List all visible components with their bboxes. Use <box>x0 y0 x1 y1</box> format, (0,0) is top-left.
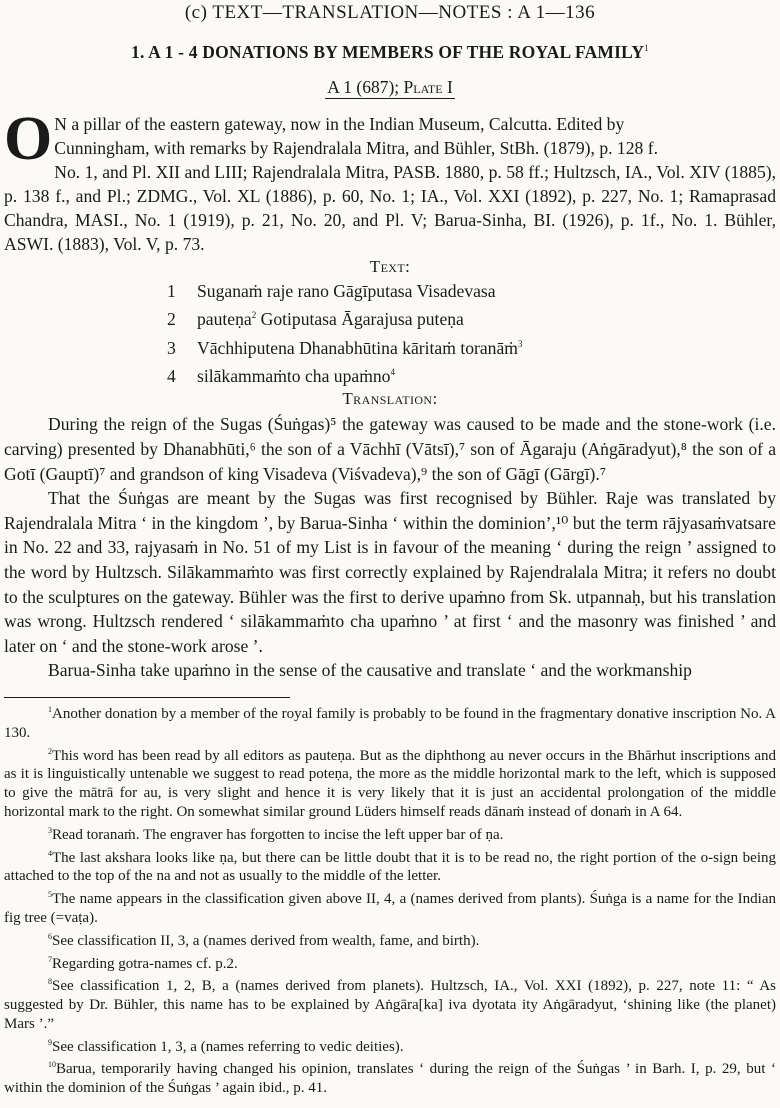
footnote-text: See classification 1, 2, B, a (names derived from planets). Hultzsch, IA., Vol. XXI (1892), p. 227, note 11: “ As suggested by Dr. Bühler, this name has to be explained by Aṅgāra[ka] iva dyotata ity Aṅgāradyut, ‘shining like (the planet) Mars ’.” <box>4 978 776 1032</box>
line-text: silākammaṁto cha upaṁno <box>197 365 391 386</box>
footnote <box>4 973 776 1033</box>
footnote <box>4 701 776 743</box>
footnote <box>4 1034 776 1057</box>
footnote-ref[interactable]: 4 <box>390 367 395 378</box>
footnote <box>4 822 776 845</box>
line-number: 4 <box>167 365 176 386</box>
footnote-text: See classification 1, 3, a (names referring to vedic deities). <box>52 1038 404 1055</box>
footnote-text: Another donation by a member of the royal family is probably to be found in the fragmentary donative inscription No. A 130. <box>4 705 776 741</box>
translation-paragraph: During the reign of the Sugas (Śuṅgas)⁵ the gateway was caused to be made and the stone-work (i.e. carving) presented by Dhanabhūti,⁶ the son of a Vāchhī (Vātsī),⁷ son of Āgaraju (Aṅgāradyut),⁸ the son of a Gotī (Gauptī)⁷ and grandson of king Visadeva (Viśvadeva),⁹ the son of Gāgī (Gārgī).⁷ <box>4 414 776 484</box>
line-number: 2 <box>167 309 176 330</box>
text-line <box>167 279 776 304</box>
footnotes <box>4 701 776 1098</box>
footnote-text: See classification II, 3, a (names derived from wealth, fame, and birth). <box>52 932 480 949</box>
intro-line-1: N a pillar of the eastern gateway, now in the Indian Museum, Calcutta. Edited by <box>54 113 625 134</box>
chapter-footnote-ref[interactable]: 1 <box>644 43 649 53</box>
plate-heading-text: A 1 (687); Plate I <box>327 76 453 97</box>
chapter-title-text: 1. A 1 - 4 DONATIONS BY MEMBERS OF THE ROYAL FAMILY <box>131 41 645 62</box>
footnote-number: 1 <box>48 704 52 714</box>
footnote-text: Barua, temporarily having changed his opinion, translates ‘ during the reign of the Śuṅgas ’ in Barh. I, p. 29, but ‘ within the dominion of the Śuṅgas ’ again ibid., p. 41. <box>4 1061 776 1097</box>
footnote-number: 5 <box>48 890 52 900</box>
footnote-text: The name appears in the classification given above II, 4, a (names derived from plants). Śuṅga is a name for the Indian fig tree (=vaṭa). <box>4 891 776 926</box>
section-title: (c) TEXT—TRANSLATION—NOTES : A 1—136 <box>184 2 596 23</box>
intro-line-2: Cunningham, with remarks by Rajendralala Mitra, and Bühler, StBh. (1879), p. 128 f. <box>54 137 658 158</box>
line-number: 1 <box>167 280 176 301</box>
line-text-cont: Gotiputasa Āgarajusa puteṇa <box>256 309 464 330</box>
text-line <box>167 360 776 388</box>
footnote-number: 3 <box>48 825 52 835</box>
text-heading: Text: <box>369 256 411 276</box>
commentary-paragraph: That the Śuṅgas are meant by the Sugas was first recognised by Bühler. Raje was translated by Rajendralala Mitra ‘ in the kingdom ’, by Barua-Sinha ‘ within the dominion’,¹⁰ but the term rājyasaṁvatsare in No. 22 and 33, rajyasaṁ in No. 51 of my List is in favour of the meaning ‘ during the reign ’ assigned to the word by Hultzsch. Silākammaṁto was first correctly explained by Rajendralala Mitra; it refers no doubt to the sculptures on the gateway. Bühler was the first to derive upaṁno from Sk. utpannaḥ, but his translation was wrong. Hultzsch rendered ‘ silākammaṁto cha upaṁno ’ at first ‘ and the masonry was finished ’ and later on ‘ and the stone-work arose ’. <box>4 488 776 656</box>
footnote-text: Regarding gotra-names cf. p.2. <box>52 955 238 972</box>
intro-rest: No. 1, and Pl. XII and LIII; Rajendralala Mitra, PASB. 1880, p. 58 ff.; Hultzsch, IA., Vol. XIV (1885), p. 138 f., and Pl.; ZDMG., Vol. XL (1886), p. 60, No. 1; IA., Vol. XXI (1892), p. 227, No. 1; Ramaprasad Chandra, MASI., No. 1 (1919), p. 21, No. 20, and Pl. V; Barua-Sinha, BI. (1926), p. 1f., No. 1. Bühler, ASWI. (1883), Vol. V, p. 73. <box>4 161 776 254</box>
footnote-number: 8 <box>48 977 52 987</box>
text-line <box>167 332 776 360</box>
footnote <box>4 743 776 822</box>
footnote <box>4 928 776 951</box>
footnote-number: 4 <box>48 848 52 858</box>
footnote-text: This word has been read by all editors as pauteṇa. But as the diphthong au never occurs in the Bhārhut inscriptions and as it is linguistically untenable we suggest to read poteṇa, the more as the middle horizontal mark to the left, which is supposed to give the mātrā for au, is very slight and hence it is very likely that it is just an accidental prolongation of the middle horizontal mark to the right. On somewhat similar ground Lüders himself reads dānaṁ instead of donaṁ in A 64. <box>4 747 776 820</box>
footnote-text: Read toranaṁ. The engraver has forgotten to incise the left upper bar of ṇa. <box>52 826 504 843</box>
translation-heading: Translation: <box>342 389 438 409</box>
footnote-number: 2 <box>48 746 52 756</box>
plate-heading <box>4 76 776 98</box>
footnote <box>4 1056 776 1098</box>
footnote-number: 10 <box>48 1060 56 1070</box>
footnote-ref[interactable]: 3 <box>517 338 523 349</box>
line-text: pauteṇa <box>197 309 252 330</box>
footnote <box>4 886 776 928</box>
footnote-number: 6 <box>48 931 52 941</box>
footnote-ref[interactable]: 2 <box>251 310 257 321</box>
footnote <box>4 951 776 974</box>
line-text: Vāchhiputena Dhanabhūtina kāritaṁ toranāṁ <box>197 337 518 358</box>
footnote-text: The last akshara looks like ṇa, but there can be little doubt that it is to be read no, the right portion of the o-sign being attached to the top of the na and not as usually to the middle of the letter. <box>4 849 776 885</box>
footnote <box>4 845 776 887</box>
text-line <box>167 303 776 331</box>
document-page <box>4 0 776 1098</box>
inscription-text <box>167 279 776 389</box>
footnote-number: 9 <box>48 1037 52 1047</box>
line-text: Suganaṁ raje rano Gāgīputasa Visadevasa <box>197 280 496 301</box>
commentary-paragraph-end: Barua-Sinha take upaṁno in the sense of the causative and translate ‘ and the workmanship <box>48 660 692 681</box>
footnote-number: 7 <box>48 954 52 964</box>
dropcap-letter: O <box>4 104 53 173</box>
line-number: 3 <box>167 337 176 358</box>
chapter-title <box>4 37 776 63</box>
footnote-divider <box>4 697 290 698</box>
intro-paragraph <box>4 104 776 256</box>
